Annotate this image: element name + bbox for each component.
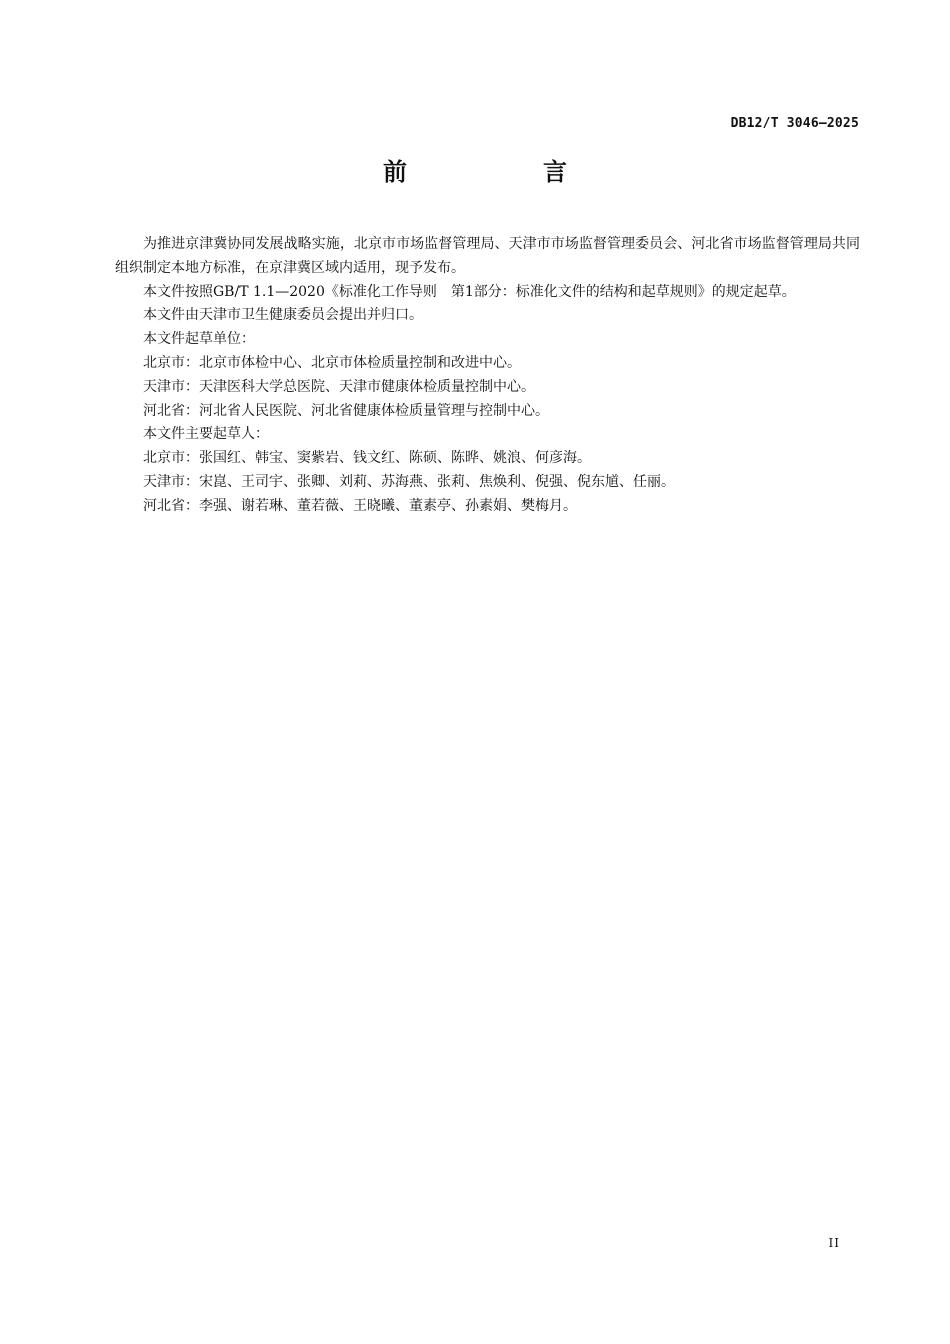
paragraph-drafters-tianjin: 天津市：宋崑、王司宇、张卿、刘莉、苏海燕、张莉、焦焕利、倪强、倪东馗、任丽。 [143, 473, 675, 490]
preface-body [115, 233, 860, 519]
paragraph-drafters-hebei: 河北省：李强、谢若琳、董若薇、王晓曦、董素亭、孙素娟、樊梅月。 [143, 497, 577, 514]
paragraph-drafting-units-heading: 本文件起草单位： [143, 331, 255, 348]
paragraph-drafters-beijing: 北京市：张国红、韩宝、窦紫岩、钱文红、陈硕、陈晔、姚浪、何彦海。 [143, 450, 591, 467]
paragraph-drafters-heading: 本文件主要起草人： [143, 426, 269, 443]
paragraph-purpose: 为推进京津冀协同发展战略实施，北京市市场监督管理局、天津市市场监督管理委员会、河北省市场监督管理局共同组织制定本地方标准，在京津冀区域内适用，现予发布。 [115, 236, 860, 276]
paragraph-proposer: 本文件由天津市卫生健康委员会提出并归口。 [143, 307, 423, 324]
page-title: 前 言 [383, 158, 623, 186]
paragraph-units-tianjin: 天津市：天津医科大学总医院、天津市健康体检质量控制中心。 [143, 378, 535, 395]
paragraph-units-beijing: 北京市：北京市体检中心、北京市体检质量控制和改进中心。 [143, 354, 521, 371]
page-number: II [828, 1236, 840, 1250]
document-code: DB12/T 3046—2025 [730, 116, 859, 131]
paragraph-units-hebei: 河北省：河北省人民医院、河北省健康体检质量管理与控制中心。 [143, 402, 549, 419]
paragraph-drafting-rules: 本文件按照GB/T 1.1—2020《标准化工作导则 第1部分：标准化文件的结构和起草规则》的规定起草。 [143, 283, 796, 300]
